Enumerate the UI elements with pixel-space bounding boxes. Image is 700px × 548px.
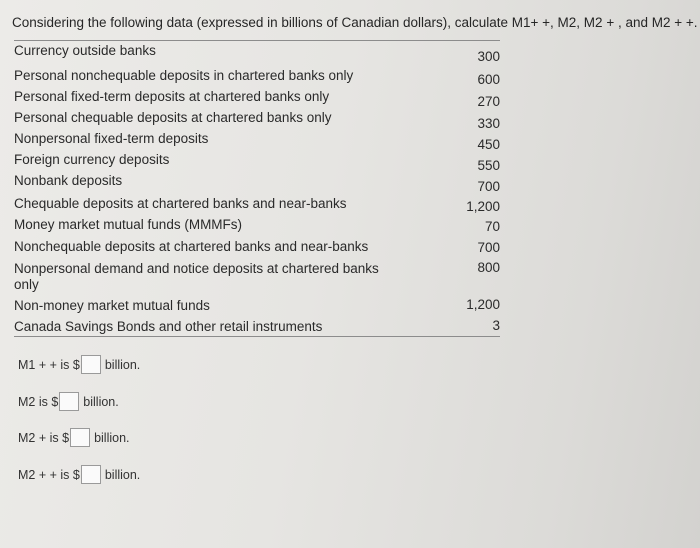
row-label: Canada Savings Bonds and other retail instruments xyxy=(14,319,323,334)
row-label: Currency outside banks xyxy=(14,43,156,58)
row-label: Nonpersonal demand and notice deposits at chartered banks only xyxy=(14,261,379,292)
table-row xyxy=(14,230,500,255)
row-value: 3 xyxy=(492,318,500,333)
row-value: 270 xyxy=(477,94,500,109)
row-value: 330 xyxy=(477,116,500,131)
table-row xyxy=(14,188,500,214)
answer-suffix: billion. xyxy=(94,430,130,445)
row-value: 800 xyxy=(477,260,500,275)
question-text: Considering the following data (expressed in billions of Canadian dollars), calculate M1+ +, M2, M2 + , and M2 + +. xyxy=(12,15,698,30)
row-value: 700 xyxy=(477,179,500,194)
answer-m1pp xyxy=(18,355,140,374)
answer-suffix: billion. xyxy=(104,357,141,372)
table-row xyxy=(14,125,500,152)
m2p-input[interactable] xyxy=(70,428,90,447)
row-value: 70 xyxy=(484,219,500,234)
answer-label: M2 + is $ xyxy=(18,430,70,445)
table-row xyxy=(14,83,500,109)
answer-suffix: billion. xyxy=(83,394,119,409)
row-label: Nonchequable deposits at chartered banks and near-banks xyxy=(14,239,369,254)
row-label: Personal fixed-term deposits at chartered banks only xyxy=(14,89,330,104)
row-value: 300 xyxy=(477,49,500,64)
m2pp-input[interactable] xyxy=(81,465,101,484)
row-label: Money market mutual funds (MMMFs) xyxy=(14,217,243,232)
table-row xyxy=(14,251,500,291)
answer-suffix: billion. xyxy=(104,467,141,482)
table-row xyxy=(14,104,500,131)
data-table xyxy=(14,40,500,337)
row-value: 550 xyxy=(477,158,500,173)
table-row xyxy=(14,167,500,194)
table-row xyxy=(14,312,500,336)
row-label: Non-money market mutual funds xyxy=(14,298,210,313)
row-label: Nonpersonal fixed-term deposits xyxy=(14,131,209,146)
answer-m2 xyxy=(18,392,119,411)
row-value: 1,200 xyxy=(466,297,500,312)
row-label: Chequable deposits at chartered banks and near-banks xyxy=(14,196,347,211)
row-value: 700 xyxy=(477,240,500,255)
table-row xyxy=(14,146,500,173)
answer-label: M1 + + is $ xyxy=(18,357,80,372)
row-value: 450 xyxy=(477,137,500,152)
row-label: Nonbank deposits xyxy=(14,173,123,188)
row-label: Personal nonchequable deposits in chartered banks only xyxy=(14,68,354,83)
answer-m2pp xyxy=(18,465,140,484)
row-value: 1,200 xyxy=(466,199,500,214)
row-value: 600 xyxy=(477,72,500,87)
table-row xyxy=(14,209,500,234)
row-label: Personal chequable deposits at chartered banks only xyxy=(14,110,332,125)
table-row xyxy=(14,41,500,62)
m2-input[interactable] xyxy=(59,392,79,411)
m1pp-input[interactable] xyxy=(81,355,101,374)
answer-label: M2 + + is $ xyxy=(18,467,80,482)
table-row xyxy=(14,291,500,312)
answer-m2p xyxy=(18,428,130,447)
row-label: Foreign currency deposits xyxy=(14,152,170,167)
table-row xyxy=(14,62,500,87)
answer-label: M2 is $ xyxy=(18,394,59,409)
